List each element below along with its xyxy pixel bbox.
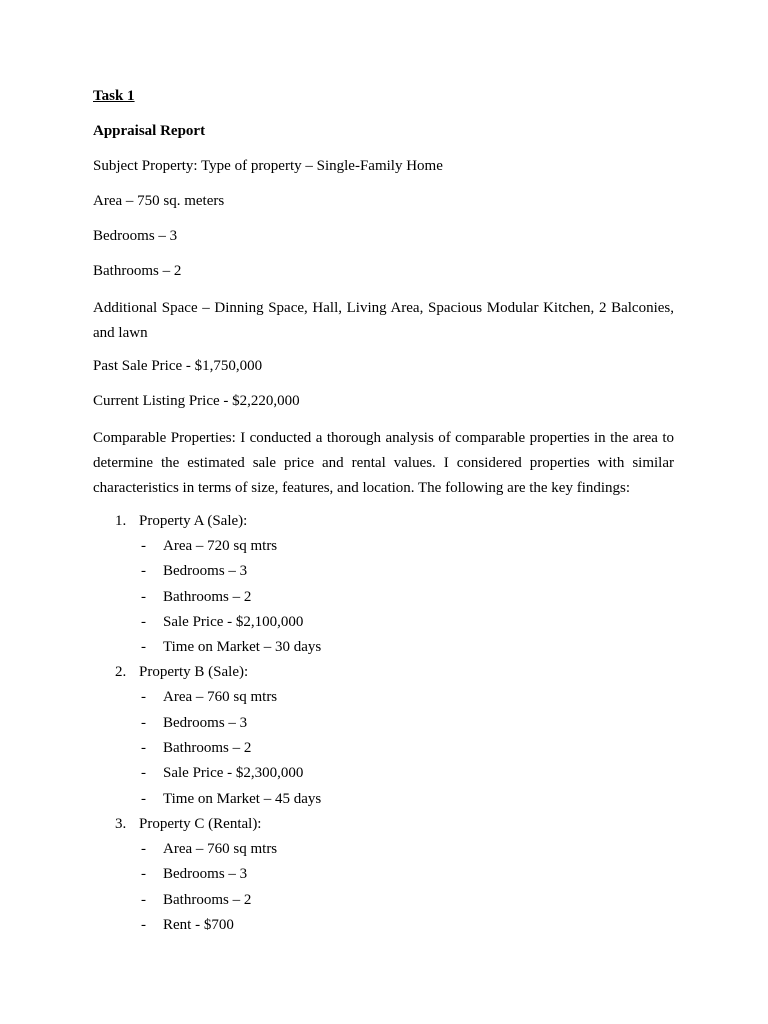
bullet-dash: - <box>141 588 146 605</box>
property-number: 3. <box>115 815 127 832</box>
property-detail-item <box>93 761 674 786</box>
bullet-dash: - <box>141 740 146 757</box>
property-detail-item <box>93 913 674 938</box>
property-details-list <box>93 685 674 811</box>
property-detail-text: Area – 720 sq mtrs <box>163 538 278 554</box>
property-details-list <box>93 837 674 938</box>
property-heading <box>93 812 674 837</box>
subject-property-line: Subject Property: Type of property – Single-Family Home <box>93 158 443 174</box>
property-detail-text: Bathrooms – 2 <box>163 891 252 908</box>
property-heading <box>93 509 674 534</box>
bullet-dash: - <box>141 891 146 908</box>
current-listing-price-line: Current Listing Price - $2,220,000 <box>93 393 300 409</box>
property-number: 2. <box>115 664 127 681</box>
property-detail-item <box>93 888 674 913</box>
property-detail-text: Time on Market – 45 days <box>163 790 322 807</box>
property-detail-text: Sale Price - $2,100,000 <box>163 613 304 630</box>
property-detail-item <box>93 559 674 584</box>
property-detail-text: Sale Price - $2,300,000 <box>163 765 304 782</box>
property-detail-item <box>93 610 674 635</box>
comparable-properties-paragraph: Comparable Properties: I conducted a thorough analysis of comparable properties in the area to determine the estimated sale price and rental values. I considered properties with similar characteristics in terms of size, features, and location. The following are the key findings: <box>93 430 674 496</box>
bullet-dash: - <box>141 765 146 782</box>
bullet-dash: - <box>141 613 146 630</box>
bullet-dash: - <box>141 840 146 857</box>
property-detail-text: Area – 760 sq mtrs <box>163 689 278 706</box>
property-label: Property C (Rental): <box>139 815 262 832</box>
property-detail-text: Time on Market – 30 days <box>163 639 322 656</box>
property-detail-item <box>93 837 674 862</box>
property-detail-item <box>93 635 674 660</box>
property-detail-item <box>93 862 674 887</box>
bedrooms-line: Bedrooms – 3 <box>93 228 178 244</box>
bullet-dash: - <box>141 714 146 731</box>
property-heading <box>93 660 674 685</box>
property-detail-text: Area – 760 sq mtrs <box>163 840 278 857</box>
comparable-properties-list <box>93 509 674 938</box>
property-detail-text: Bedrooms – 3 <box>163 866 248 883</box>
property-detail-item <box>93 534 674 559</box>
property-detail-text: Bathrooms – 2 <box>163 588 252 605</box>
bullet-dash: - <box>141 916 146 933</box>
property-detail-text: Bedrooms – 3 <box>163 563 248 580</box>
report-title: Appraisal Report <box>93 123 206 139</box>
property-label: Property B (Sale): <box>139 664 249 681</box>
property-detail-item <box>93 585 674 610</box>
bathrooms-line: Bathrooms – 2 <box>93 263 182 279</box>
bullet-dash: - <box>141 689 146 706</box>
bullet-dash: - <box>141 563 146 580</box>
bullet-dash: - <box>141 866 146 883</box>
property-item <box>93 509 674 660</box>
bullet-dash: - <box>141 790 146 807</box>
property-label: Property A (Sale): <box>139 513 248 529</box>
property-detail-text: Bathrooms – 2 <box>163 740 252 757</box>
property-detail-text: Bedrooms – 3 <box>163 714 248 731</box>
property-detail-item <box>93 685 674 710</box>
property-number: 1. <box>115 513 127 529</box>
additional-space-paragraph: Additional Space – Dinning Space, Hall, Living Area, Spacious Modular Kitchen, 2 Balconies, and lawn <box>93 300 674 341</box>
property-detail-item <box>93 736 674 761</box>
property-detail-item <box>93 711 674 736</box>
document-page <box>93 86 674 938</box>
property-detail-item <box>93 787 674 812</box>
property-details-list <box>93 534 674 660</box>
bullet-dash: - <box>141 639 146 656</box>
past-sale-price-line: Past Sale Price - $1,750,000 <box>93 358 263 374</box>
property-item <box>93 812 674 938</box>
task-title: Task 1 <box>93 88 135 104</box>
property-item <box>93 660 674 811</box>
area-line: Area – 750 sq. meters <box>93 193 225 209</box>
property-detail-text: Rent - $700 <box>163 916 234 933</box>
bullet-dash: - <box>141 538 146 554</box>
